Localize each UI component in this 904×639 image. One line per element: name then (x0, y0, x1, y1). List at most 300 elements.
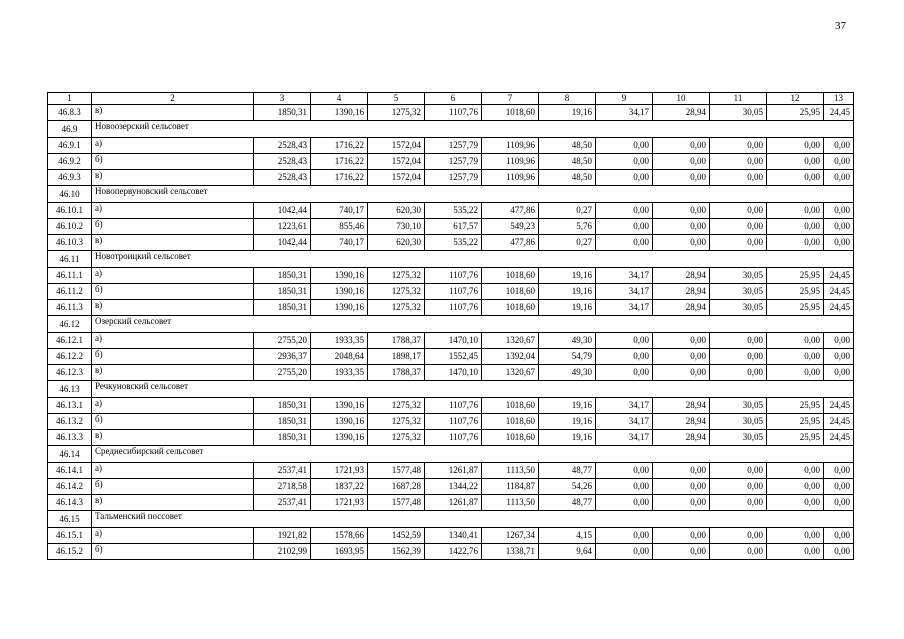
table-row (48, 430, 854, 446)
row-code: 46.12.1 (48, 333, 92, 349)
section-name: Речкуновский сельсовет (92, 381, 854, 398)
row-code: 46.14.3 (48, 495, 92, 511)
value-cell: 1261,87 (425, 495, 482, 511)
value-cell: 25,95 (767, 300, 824, 316)
row-subitem: в) (92, 235, 254, 251)
column-header: 13 (824, 93, 854, 105)
value-cell: 0,00 (767, 479, 824, 495)
value-cell: 0,00 (824, 544, 854, 560)
row-subitem: а) (92, 333, 254, 349)
value-cell: 1552,45 (425, 349, 482, 365)
value-cell: 1392,04 (482, 349, 539, 365)
row-subitem: б) (92, 544, 254, 560)
value-cell: 730,10 (368, 219, 425, 235)
value-cell: 1716,22 (311, 170, 368, 186)
value-cell: 0,00 (653, 463, 710, 479)
value-cell: 0,00 (824, 170, 854, 186)
value-cell: 48,50 (539, 170, 596, 186)
value-cell: 2528,43 (254, 170, 311, 186)
table-row (48, 528, 854, 544)
value-cell: 0,00 (824, 333, 854, 349)
value-cell: 1018,60 (482, 300, 539, 316)
table-row (48, 105, 854, 121)
section-code: 46.11 (48, 251, 92, 268)
value-cell: 34,17 (596, 300, 653, 316)
section-code: 46.14 (48, 446, 92, 463)
value-cell: 1721,93 (311, 463, 368, 479)
value-cell: 54,26 (539, 479, 596, 495)
value-cell: 25,95 (767, 430, 824, 446)
value-cell: 1850,31 (254, 268, 311, 284)
value-cell: 1107,76 (425, 430, 482, 446)
row-code: 46.13.3 (48, 430, 92, 446)
value-cell: 1850,31 (254, 398, 311, 414)
value-cell: 1850,31 (254, 105, 311, 121)
value-cell: 0,00 (596, 333, 653, 349)
value-cell: 1850,31 (254, 430, 311, 446)
value-cell: 0,00 (767, 333, 824, 349)
header-row (48, 93, 854, 105)
value-cell: 30,05 (710, 300, 767, 316)
value-cell: 0,00 (767, 138, 824, 154)
value-cell: 0,00 (767, 365, 824, 381)
row-code: 46.11.1 (48, 268, 92, 284)
value-cell: 0,00 (710, 235, 767, 251)
table-row (48, 170, 854, 186)
value-cell: 0,00 (596, 528, 653, 544)
page-number: 37 (835, 20, 846, 32)
row-subitem: в) (92, 495, 254, 511)
value-cell: 0,00 (596, 479, 653, 495)
value-cell: 1107,76 (425, 105, 482, 121)
value-cell: 19,16 (539, 414, 596, 430)
row-subitem: в) (92, 365, 254, 381)
column-header: 9 (596, 93, 653, 105)
value-cell: 1320,67 (482, 333, 539, 349)
value-cell: 1109,96 (482, 138, 539, 154)
value-cell: 1018,60 (482, 105, 539, 121)
section-name: Новопервуновский сельсовет (92, 186, 854, 203)
value-cell: 0,00 (596, 495, 653, 511)
value-cell: 30,05 (710, 398, 767, 414)
value-cell: 1107,76 (425, 300, 482, 316)
table-row (48, 300, 854, 316)
row-code: 46.15.1 (48, 528, 92, 544)
value-cell: 1390,16 (311, 414, 368, 430)
section-name: Озерский сельсовет (92, 316, 854, 333)
row-code: 46.9.2 (48, 154, 92, 170)
value-cell: 1390,16 (311, 284, 368, 300)
tariff-table (47, 92, 854, 560)
value-cell: 0,00 (824, 154, 854, 170)
value-cell: 1687,28 (368, 479, 425, 495)
value-cell: 2528,43 (254, 154, 311, 170)
value-cell: 1018,60 (482, 398, 539, 414)
value-cell: 0,00 (653, 203, 710, 219)
value-cell: 28,94 (653, 268, 710, 284)
table-row (48, 463, 854, 479)
row-subitem: а) (92, 268, 254, 284)
row-subitem: б) (92, 284, 254, 300)
value-cell: 25,95 (767, 414, 824, 430)
value-cell: 1562,39 (368, 544, 425, 560)
column-header: 5 (368, 93, 425, 105)
value-cell: 1107,76 (425, 414, 482, 430)
value-cell: 0,00 (653, 235, 710, 251)
column-header: 10 (653, 93, 710, 105)
value-cell: 49,30 (539, 365, 596, 381)
value-cell: 0,00 (596, 138, 653, 154)
value-cell: 5,76 (539, 219, 596, 235)
value-cell: 0,00 (653, 365, 710, 381)
value-cell: 0,00 (767, 154, 824, 170)
table-row (48, 333, 854, 349)
value-cell: 1850,31 (254, 414, 311, 430)
value-cell: 24,45 (824, 268, 854, 284)
section-code: 46.9 (48, 121, 92, 138)
value-cell: 1257,79 (425, 170, 482, 186)
value-cell: 30,05 (710, 105, 767, 121)
value-cell: 1107,76 (425, 284, 482, 300)
value-cell: 48,50 (539, 154, 596, 170)
value-cell: 0,00 (653, 138, 710, 154)
section-row (48, 186, 854, 203)
value-cell: 0,00 (710, 219, 767, 235)
value-cell: 1113,50 (482, 463, 539, 479)
value-cell: 1572,04 (368, 154, 425, 170)
value-cell: 1275,32 (368, 284, 425, 300)
row-subitem: б) (92, 414, 254, 430)
value-cell: 28,94 (653, 300, 710, 316)
value-cell: 1275,32 (368, 300, 425, 316)
value-cell: 1320,67 (482, 365, 539, 381)
value-cell: 48,77 (539, 463, 596, 479)
value-cell: 2718,58 (254, 479, 311, 495)
value-cell: 28,94 (653, 414, 710, 430)
value-cell: 477,86 (482, 203, 539, 219)
value-cell: 549,23 (482, 219, 539, 235)
value-cell: 0,00 (596, 544, 653, 560)
value-cell: 9,64 (539, 544, 596, 560)
value-cell: 2755,20 (254, 333, 311, 349)
value-cell: 1788,37 (368, 365, 425, 381)
value-cell: 1113,50 (482, 495, 539, 511)
value-cell: 740,17 (311, 203, 368, 219)
value-cell: 34,17 (596, 398, 653, 414)
row-code: 46.8.3 (48, 105, 92, 121)
value-cell: 1921,82 (254, 528, 311, 544)
value-cell: 24,45 (824, 284, 854, 300)
column-header: 2 (92, 93, 254, 105)
row-subitem: а) (92, 463, 254, 479)
value-cell: 1344,22 (425, 479, 482, 495)
value-cell: 0,00 (824, 479, 854, 495)
table-row (48, 349, 854, 365)
value-cell: 0,00 (824, 365, 854, 381)
value-cell: 0,00 (824, 495, 854, 511)
row-code: 46.12.2 (48, 349, 92, 365)
value-cell: 0,00 (596, 349, 653, 365)
value-cell: 0,00 (767, 349, 824, 365)
row-subitem: а) (92, 138, 254, 154)
value-cell: 24,45 (824, 398, 854, 414)
value-cell: 0,00 (596, 154, 653, 170)
value-cell: 0,00 (653, 528, 710, 544)
value-cell: 620,30 (368, 235, 425, 251)
value-cell: 0,00 (824, 203, 854, 219)
value-cell: 0,00 (653, 219, 710, 235)
value-cell: 0,00 (596, 365, 653, 381)
row-code: 46.13.2 (48, 414, 92, 430)
value-cell: 19,16 (539, 398, 596, 414)
value-cell: 1470,10 (425, 333, 482, 349)
row-code: 46.10.1 (48, 203, 92, 219)
value-cell: 1018,60 (482, 430, 539, 446)
value-cell: 1275,32 (368, 268, 425, 284)
value-cell: 24,45 (824, 430, 854, 446)
value-cell: 1338,71 (482, 544, 539, 560)
value-cell: 34,17 (596, 105, 653, 121)
section-name: Новотроицкий сельсовет (92, 251, 854, 268)
value-cell: 1107,76 (425, 398, 482, 414)
row-code: 46.10.2 (48, 219, 92, 235)
value-cell: 2048,64 (311, 349, 368, 365)
value-cell: 0,00 (653, 154, 710, 170)
value-cell: 1018,60 (482, 268, 539, 284)
section-name: Среднесибирский сельсовет (92, 446, 854, 463)
value-cell: 1267,34 (482, 528, 539, 544)
value-cell: 1042,44 (254, 203, 311, 219)
value-cell: 30,05 (710, 430, 767, 446)
value-cell: 1184,87 (482, 479, 539, 495)
row-code: 46.9.3 (48, 170, 92, 186)
value-cell: 0,00 (767, 495, 824, 511)
value-cell: 4,15 (539, 528, 596, 544)
value-cell: 0,00 (824, 463, 854, 479)
value-cell: 0,00 (767, 235, 824, 251)
table-row (48, 284, 854, 300)
value-cell: 1577,48 (368, 463, 425, 479)
row-subitem: б) (92, 479, 254, 495)
value-cell: 1109,96 (482, 154, 539, 170)
value-cell: 0,00 (767, 463, 824, 479)
value-cell: 855,46 (311, 219, 368, 235)
value-cell: 0,00 (653, 495, 710, 511)
value-cell: 2102,99 (254, 544, 311, 560)
value-cell: 19,16 (539, 268, 596, 284)
table-row (48, 479, 854, 495)
value-cell: 0,00 (710, 138, 767, 154)
value-cell: 0,00 (767, 544, 824, 560)
value-cell: 19,16 (539, 105, 596, 121)
value-cell: 34,17 (596, 430, 653, 446)
row-subitem: а) (92, 398, 254, 414)
section-code: 46.13 (48, 381, 92, 398)
value-cell: 1042,44 (254, 235, 311, 251)
row-subitem: в) (92, 105, 254, 121)
value-cell: 1390,16 (311, 398, 368, 414)
row-subitem: в) (92, 430, 254, 446)
column-header: 11 (710, 93, 767, 105)
row-code: 46.10.3 (48, 235, 92, 251)
value-cell: 1390,16 (311, 430, 368, 446)
value-cell: 1018,60 (482, 284, 539, 300)
section-row (48, 511, 854, 528)
value-cell: 28,94 (653, 430, 710, 446)
value-cell: 0,00 (710, 479, 767, 495)
value-cell: 25,95 (767, 105, 824, 121)
value-cell: 1788,37 (368, 333, 425, 349)
value-cell: 0,00 (824, 138, 854, 154)
value-cell: 1716,22 (311, 138, 368, 154)
value-cell: 1275,32 (368, 414, 425, 430)
value-cell: 0,00 (767, 170, 824, 186)
value-cell: 34,17 (596, 284, 653, 300)
value-cell: 25,95 (767, 268, 824, 284)
value-cell: 25,95 (767, 284, 824, 300)
value-cell: 0,00 (596, 235, 653, 251)
value-cell: 0,27 (539, 235, 596, 251)
value-cell: 1275,32 (368, 105, 425, 121)
value-cell: 0,00 (596, 170, 653, 186)
value-cell: 1470,10 (425, 365, 482, 381)
section-code: 46.12 (48, 316, 92, 333)
table-row (48, 219, 854, 235)
value-cell: 617,57 (425, 219, 482, 235)
row-code: 46.11.3 (48, 300, 92, 316)
column-header: 4 (311, 93, 368, 105)
section-row (48, 381, 854, 398)
column-header: 12 (767, 93, 824, 105)
value-cell: 0,00 (824, 235, 854, 251)
value-cell: 0,00 (767, 528, 824, 544)
value-cell: 1107,76 (425, 268, 482, 284)
value-cell: 1223,61 (254, 219, 311, 235)
value-cell: 0,00 (824, 219, 854, 235)
value-cell: 48,50 (539, 138, 596, 154)
value-cell: 1109,96 (482, 170, 539, 186)
section-row (48, 446, 854, 463)
value-cell: 19,16 (539, 430, 596, 446)
value-cell: 0,00 (710, 463, 767, 479)
value-cell: 0,00 (710, 349, 767, 365)
section-row (48, 121, 854, 138)
row-subitem: а) (92, 203, 254, 219)
value-cell: 0,00 (710, 544, 767, 560)
section-row (48, 316, 854, 333)
value-cell: 24,45 (824, 105, 854, 121)
value-cell: 1716,22 (311, 154, 368, 170)
row-subitem: в) (92, 170, 254, 186)
value-cell: 1257,79 (425, 138, 482, 154)
row-subitem: б) (92, 349, 254, 365)
value-cell: 1390,16 (311, 300, 368, 316)
value-cell: 28,94 (653, 284, 710, 300)
value-cell: 0,00 (710, 528, 767, 544)
value-cell: 620,30 (368, 203, 425, 219)
value-cell: 49,30 (539, 333, 596, 349)
row-subitem: б) (92, 154, 254, 170)
value-cell: 0,27 (539, 203, 596, 219)
section-name: Новоозерский сельсовет (92, 121, 854, 138)
value-cell: 24,45 (824, 300, 854, 316)
value-cell: 535,22 (425, 203, 482, 219)
value-cell: 25,95 (767, 398, 824, 414)
column-header: 1 (48, 93, 92, 105)
table-row (48, 398, 854, 414)
value-cell: 1257,79 (425, 154, 482, 170)
value-cell: 1693,95 (311, 544, 368, 560)
table-row (48, 235, 854, 251)
value-cell: 1340,41 (425, 528, 482, 544)
value-cell: 34,17 (596, 268, 653, 284)
value-cell: 1933,35 (311, 333, 368, 349)
value-cell: 2755,20 (254, 365, 311, 381)
value-cell: 54,79 (539, 349, 596, 365)
value-cell: 2537,41 (254, 495, 311, 511)
value-cell: 1572,04 (368, 170, 425, 186)
value-cell: 0,00 (596, 463, 653, 479)
value-cell: 1898,17 (368, 349, 425, 365)
value-cell: 1933,35 (311, 365, 368, 381)
value-cell: 0,00 (824, 349, 854, 365)
value-cell: 1578,66 (311, 528, 368, 544)
row-subitem: а) (92, 528, 254, 544)
value-cell: 30,05 (710, 284, 767, 300)
value-cell: 1018,60 (482, 414, 539, 430)
value-cell: 0,00 (710, 365, 767, 381)
value-cell: 0,00 (653, 349, 710, 365)
column-header: 8 (539, 93, 596, 105)
table-row (48, 138, 854, 154)
value-cell: 34,17 (596, 414, 653, 430)
value-cell: 1390,16 (311, 105, 368, 121)
value-cell: 0,00 (710, 333, 767, 349)
value-cell: 30,05 (710, 268, 767, 284)
table-row (48, 495, 854, 511)
value-cell: 0,00 (710, 170, 767, 186)
value-cell: 1275,32 (368, 430, 425, 446)
row-code: 46.12.3 (48, 365, 92, 381)
value-cell: 1422,76 (425, 544, 482, 560)
value-cell: 0,00 (710, 495, 767, 511)
section-row (48, 251, 854, 268)
value-cell: 0,00 (824, 528, 854, 544)
row-subitem: в) (92, 300, 254, 316)
value-cell: 0,00 (653, 544, 710, 560)
table-row (48, 154, 854, 170)
value-cell: 0,00 (653, 170, 710, 186)
value-cell: 1577,48 (368, 495, 425, 511)
column-header: 3 (254, 93, 311, 105)
value-cell: 2528,43 (254, 138, 311, 154)
value-cell: 2537,41 (254, 463, 311, 479)
value-cell: 0,00 (767, 219, 824, 235)
value-cell: 28,94 (653, 398, 710, 414)
value-cell: 2936,37 (254, 349, 311, 365)
value-cell: 1721,93 (311, 495, 368, 511)
column-header: 7 (482, 93, 539, 105)
value-cell: 0,00 (767, 203, 824, 219)
section-code: 46.10 (48, 186, 92, 203)
value-cell: 19,16 (539, 300, 596, 316)
value-cell: 0,00 (710, 154, 767, 170)
value-cell: 1452,59 (368, 528, 425, 544)
value-cell: 0,00 (653, 479, 710, 495)
row-code: 46.14.2 (48, 479, 92, 495)
value-cell: 477,86 (482, 235, 539, 251)
value-cell: 1850,31 (254, 300, 311, 316)
